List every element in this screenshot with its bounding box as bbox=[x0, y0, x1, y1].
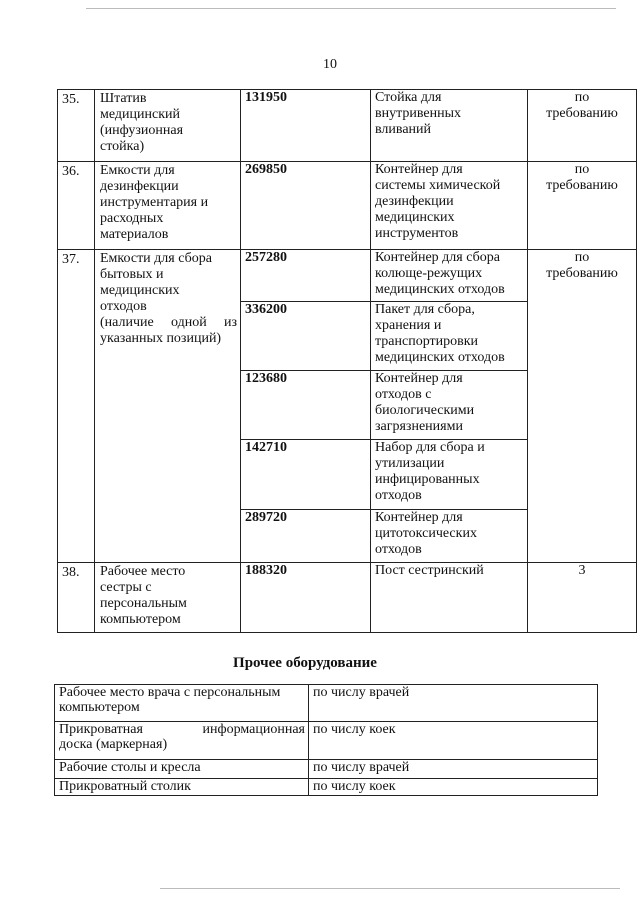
row-quantity: по требованию bbox=[528, 162, 637, 250]
row-name: Рабочее место сестры с персональным компьютером bbox=[95, 563, 241, 633]
row-description: Контейнер для системы химической дезинфекции медицинских инструментов bbox=[371, 162, 528, 250]
item-quantity: по числу врачей bbox=[309, 685, 598, 722]
row-number: 35. bbox=[58, 90, 95, 162]
row-name: Емкости для сбора бытовых и медицинских отходов (наличие одной из указанных позиций) bbox=[95, 250, 241, 563]
row-code: 142710 bbox=[241, 440, 371, 510]
row-name: Емкости для дезинфекции инструментария и расходных материалов bbox=[95, 162, 241, 250]
row-code: 336200 bbox=[241, 302, 371, 371]
row-quantity: по требованию bbox=[528, 90, 637, 162]
table-row bbox=[55, 722, 598, 760]
row-name: Штатив медицинский (инфузионная стойка) bbox=[95, 90, 241, 162]
row-description: Стойка для внутривенных вливаний bbox=[371, 90, 528, 162]
row-number: 38. bbox=[58, 563, 95, 633]
item-name: Рабочие столы и кресла bbox=[55, 760, 309, 779]
table-row bbox=[58, 162, 637, 250]
row-quantity: 3 bbox=[528, 563, 637, 633]
item-name: Рабочее место врача с персональным компьютером bbox=[55, 685, 309, 722]
row-number: 36. bbox=[58, 162, 95, 250]
scan-edge-line bbox=[86, 8, 616, 9]
row-description: Контейнер для цитотоксических отходов bbox=[371, 510, 528, 563]
item-name: Прикроватный столик bbox=[55, 779, 309, 796]
row-code: 269850 bbox=[241, 162, 371, 250]
row-description: Пакет для сбора, хранения и транспортировки медицинских отходов bbox=[371, 302, 528, 371]
row-code: 188320 bbox=[241, 563, 371, 633]
table-row bbox=[55, 779, 598, 796]
other-equipment-table bbox=[54, 684, 598, 796]
row-description: Пост сестринский bbox=[371, 563, 528, 633]
item-name: Прикроватная информационная доска (маркерная) bbox=[55, 722, 309, 760]
row-description: Набор для сбора и утилизации инфицированных отходов bbox=[371, 440, 528, 510]
item-quantity: по числу коек bbox=[309, 722, 598, 760]
table-row bbox=[55, 685, 598, 722]
page-number: 10 bbox=[323, 57, 337, 72]
row-number: 37. bbox=[58, 250, 95, 563]
item-quantity: по числу врачей bbox=[309, 760, 598, 779]
row-quantity: по требованию bbox=[528, 250, 637, 563]
row-description: Контейнер для отходов с биологическими загрязнениями bbox=[371, 371, 528, 440]
row-description: Контейнер для сбора колюще-режущих медицинских отходов bbox=[371, 250, 528, 302]
table-row bbox=[55, 760, 598, 779]
section-title: Прочее оборудование bbox=[233, 655, 377, 671]
table-row bbox=[58, 563, 637, 633]
table-row bbox=[58, 250, 637, 302]
row-code: 131950 bbox=[241, 90, 371, 162]
row-code: 257280 bbox=[241, 250, 371, 302]
item-quantity: по числу коек bbox=[309, 779, 598, 796]
row-code: 123680 bbox=[241, 371, 371, 440]
scan-edge-line bbox=[160, 888, 620, 889]
table-row bbox=[58, 90, 637, 162]
row-code: 289720 bbox=[241, 510, 371, 563]
equipment-table bbox=[57, 89, 637, 633]
